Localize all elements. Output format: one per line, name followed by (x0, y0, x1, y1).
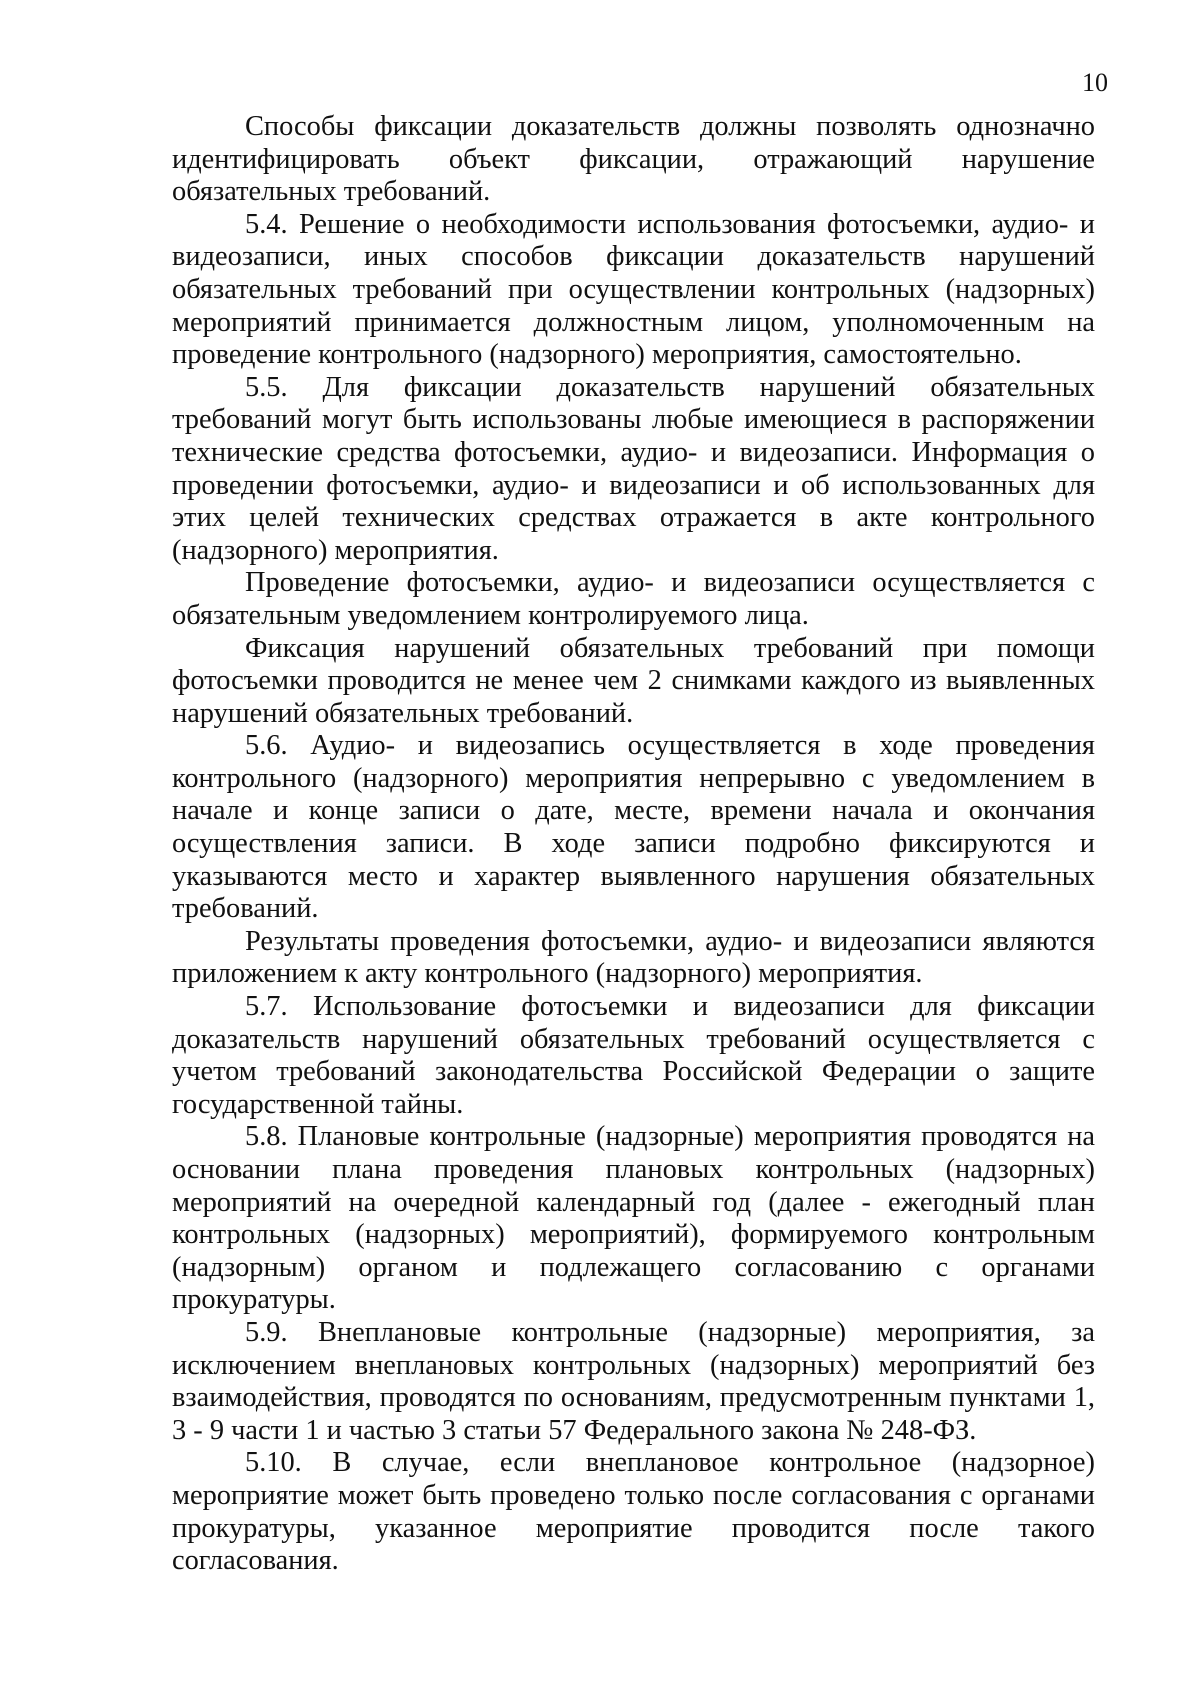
paragraph: Фиксация нарушений обязательных требований при помощи фотосъемки проводится не менее чем 2 снимками каждого из выявленных нарушений обязательных требований. (172, 632, 1095, 729)
paragraph: 5.7. Использование фотосъемки и видеозаписи для фиксации доказательств нарушений обязательных требований осуществляется с учетом требований законодательства Российской Федерации о защите государственной тайны. (172, 991, 1095, 1120)
paragraph: 5.6. Аудио- и видеозапись осуществляется в ходе проведения контрольного (надзорного) мероприятия непрерывно с уведомлением в начале и конце записи о дате, месте, времени начала и окончания осуществления записи. В ходе записи подробно фиксируются и указываются место и характер выявленного нарушения обязательных требований. (172, 730, 1095, 925)
document-body (172, 111, 1095, 1578)
paragraph: 5.4. Решение о необходимости использования фотосъемки, аудио- и видеозаписи, иных способов фиксации доказательств нарушений обязательных требований при осуществлении контрольных (надзорных) мероприятий принимается должностным лицом, уполномоченным на проведение контрольного (надзорного) мероприятия, самостоятельно. (172, 208, 1095, 371)
paragraph: 5.8. Плановые контрольные (надзорные) мероприятия проводятся на основании плана проведения плановых контрольных (надзорных) мероприятий на очередной календарный год (далее - ежегодный план контрольных (надзорных) мероприятий), формируемого контрольным (надзорным) органом и подлежащего согласованию с органами прокуратуры. (172, 1121, 1095, 1316)
paragraph: 5.10. В случае, если внеплановое контрольное (надзорное) мероприятие может быть проведено только после согласования с органами прокуратуры, указанное мероприятие проводится после такого согласования. (172, 1447, 1095, 1577)
paragraph: 5.5. Для фиксации доказательств нарушений обязательных требований могут быть использованы любые имеющиеся в распоряжении технические средства фотосъемки, аудио- и видеозаписи. Информация о проведении фотосъемки, аудио- и видеозаписи и об использованных для этих целей технических средствах отражается в акте контрольного (надзорного) мероприятия. (172, 371, 1095, 566)
paragraph: 5.9. Внеплановые контрольные (надзорные) мероприятия, за исключением внеплановых контрольных (надзорных) мероприятий без взаимодействия, проводятся по основаниям, предусмотренным пунктами 1, 3 - 9 части 1 и частью 3 статьи 57 Федерального закона № 248-ФЗ. (172, 1316, 1095, 1446)
paragraph: Проведение фотосъемки, аудио- и видеозаписи осуществляется с обязательным уведомлением контролируемого лица. (172, 567, 1095, 631)
paragraph: Результаты проведения фотосъемки, аудио- и видеозаписи являются приложением к акту контрольного (надзорного) мероприятия. (172, 925, 1095, 990)
page-number: 10 (1082, 68, 1108, 97)
paragraph: Способы фиксации доказательств должны позволять однозначно идентифицировать объект фиксации, отражающий нарушение обязательных требований. (172, 111, 1095, 208)
